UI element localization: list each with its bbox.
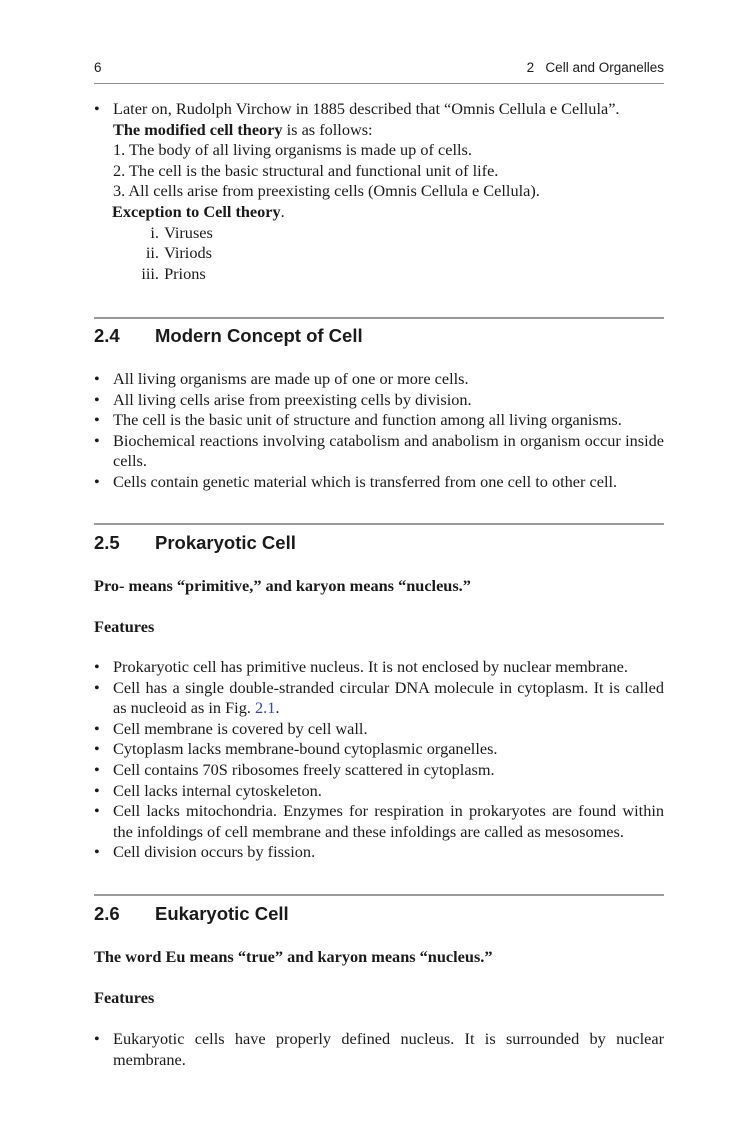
list-item bbox=[94, 390, 664, 411]
list-item-text: Cell division occurs by fission. bbox=[113, 842, 316, 862]
bullet: • bbox=[94, 739, 100, 759]
list-item bbox=[94, 760, 664, 781]
list-item-text: Cell contains 70S ribosomes freely scattered in cytoplasm. bbox=[113, 759, 495, 779]
numbered-item: 2. The cell is the basic structural and functional unit of life. bbox=[113, 160, 499, 180]
eukaryote-definition: The word Eu means “true” and karyon means “nucleus.” bbox=[94, 947, 493, 966]
features-label: Features bbox=[94, 988, 155, 1007]
roman-text: Prions bbox=[164, 263, 206, 283]
list-item-text: Prokaryotic cell has primitive nucleus. It is not enclosed by nuclear membrane. bbox=[113, 657, 628, 676]
list-item bbox=[94, 1029, 664, 1070]
bullet: • bbox=[94, 718, 100, 738]
list-item-text: All living cells arise from preexisting cells by division. bbox=[113, 389, 472, 409]
page-number: 6 bbox=[94, 60, 102, 75]
section-rule bbox=[94, 894, 664, 896]
bullet: • bbox=[94, 677, 100, 697]
bullet: • bbox=[94, 842, 100, 862]
list-item-text: Eukaryotic cells have properly defined nucleus. It is surrounded by nuclear membrane. bbox=[113, 1029, 664, 1069]
running-head bbox=[94, 60, 664, 80]
intro-bullet-text: Later on, Rudolph Virchow in 1885 described that “Omnis Cellula e Cellula”. bbox=[113, 99, 620, 118]
list-item bbox=[94, 472, 664, 493]
bullet: • bbox=[94, 657, 100, 676]
modified-theory-rest: is as follows: bbox=[282, 119, 373, 139]
section-number: 2.5 bbox=[94, 532, 120, 553]
list-item bbox=[94, 739, 664, 760]
section-title: Eukaryotic Cell bbox=[155, 903, 289, 924]
features-label: Features bbox=[94, 617, 155, 636]
roman-item bbox=[94, 243, 664, 264]
list-item-text: Cytoplasm lacks membrane-bound cytoplasmic organelles. bbox=[113, 739, 498, 759]
section-2-4-list bbox=[94, 369, 664, 493]
prokaryote-definition: Pro- means “primitive,” and karyon means “nucleus.” bbox=[94, 576, 471, 595]
roman-text: Viruses bbox=[164, 222, 213, 242]
list-item bbox=[94, 781, 664, 802]
list-item-text: . bbox=[275, 698, 280, 718]
section-2-5-list bbox=[94, 657, 664, 863]
roman-item bbox=[94, 264, 664, 285]
list-item bbox=[94, 678, 664, 719]
roman-text: Viriods bbox=[164, 243, 212, 263]
list-item-text: Cell membrane is covered by cell wall. bbox=[113, 718, 368, 738]
list-item-text: Biochemical reactions involving catabolism and anabolism in organism occur inside cells. bbox=[113, 430, 664, 471]
exception-bold: Exception to Cell theory bbox=[112, 201, 281, 221]
list-item bbox=[94, 99, 664, 120]
list-item bbox=[94, 369, 664, 390]
list-item-text: Cell lacks internal cytoskeleton. bbox=[113, 780, 322, 800]
numbered-item: 1. The body of all living organisms is made up of cells. bbox=[113, 140, 472, 160]
list-item-text: The cell is the basic unit of structure and function among all living organisms. bbox=[113, 410, 622, 430]
exception-line bbox=[94, 202, 664, 223]
list-item-text: Cell has a single double-stranded circular DNA molecule in cytoplasm. It is called as nucleoid as in Fig. bbox=[113, 677, 664, 718]
exception-rest: . bbox=[280, 201, 285, 221]
list-item bbox=[94, 719, 664, 740]
roman-item bbox=[94, 223, 664, 244]
bullet: • bbox=[94, 471, 100, 491]
bullet: • bbox=[94, 759, 100, 779]
list-item bbox=[94, 801, 664, 842]
bullet: • bbox=[94, 410, 100, 430]
list-item-text: Cell lacks mitochondria. Enzymes for respiration in prokaryotes are found within the infoldings of cell membrane and these infoldings are called as mesosomes. bbox=[113, 801, 664, 841]
section-rule bbox=[94, 317, 664, 319]
section-title: Prokaryotic Cell bbox=[155, 532, 296, 553]
roman-numeral: i. bbox=[150, 222, 159, 242]
bullet: • bbox=[94, 389, 100, 409]
list-item-text: All living organisms are made up of one or more cells. bbox=[113, 369, 469, 388]
intro-block bbox=[94, 99, 664, 284]
roman-numeral: ii. bbox=[145, 243, 159, 263]
bullet: • bbox=[94, 99, 100, 118]
roman-numeral: iii. bbox=[141, 263, 159, 283]
list-item bbox=[94, 410, 664, 431]
numbered-item: 3. All cells arise from preexisting cells (Omnis Cellula e Cellula). bbox=[113, 181, 540, 201]
section-rule bbox=[94, 523, 664, 525]
list-item-text: Cells contain genetic material which is transferred from one cell to other cell. bbox=[113, 471, 618, 491]
figure-link[interactable]: 2.1 bbox=[255, 698, 276, 718]
header-rule bbox=[94, 83, 664, 84]
section-number: 2.4 bbox=[94, 325, 120, 346]
modified-theory-bold: The modified cell theory bbox=[113, 119, 283, 139]
chapter-title: 2 Cell and Organelles bbox=[526, 60, 664, 75]
section-number: 2.6 bbox=[94, 903, 120, 924]
modified-theory-line bbox=[94, 120, 664, 141]
section-title: Modern Concept of Cell bbox=[155, 325, 363, 346]
list-item bbox=[94, 657, 664, 678]
list-item bbox=[94, 431, 664, 472]
list-item bbox=[94, 842, 664, 863]
bullet: • bbox=[94, 430, 100, 450]
bullet: • bbox=[94, 1029, 100, 1048]
bullet: • bbox=[94, 801, 100, 821]
section-2-6-list bbox=[94, 1029, 664, 1070]
bullet: • bbox=[94, 780, 100, 800]
bullet: • bbox=[94, 369, 100, 388]
